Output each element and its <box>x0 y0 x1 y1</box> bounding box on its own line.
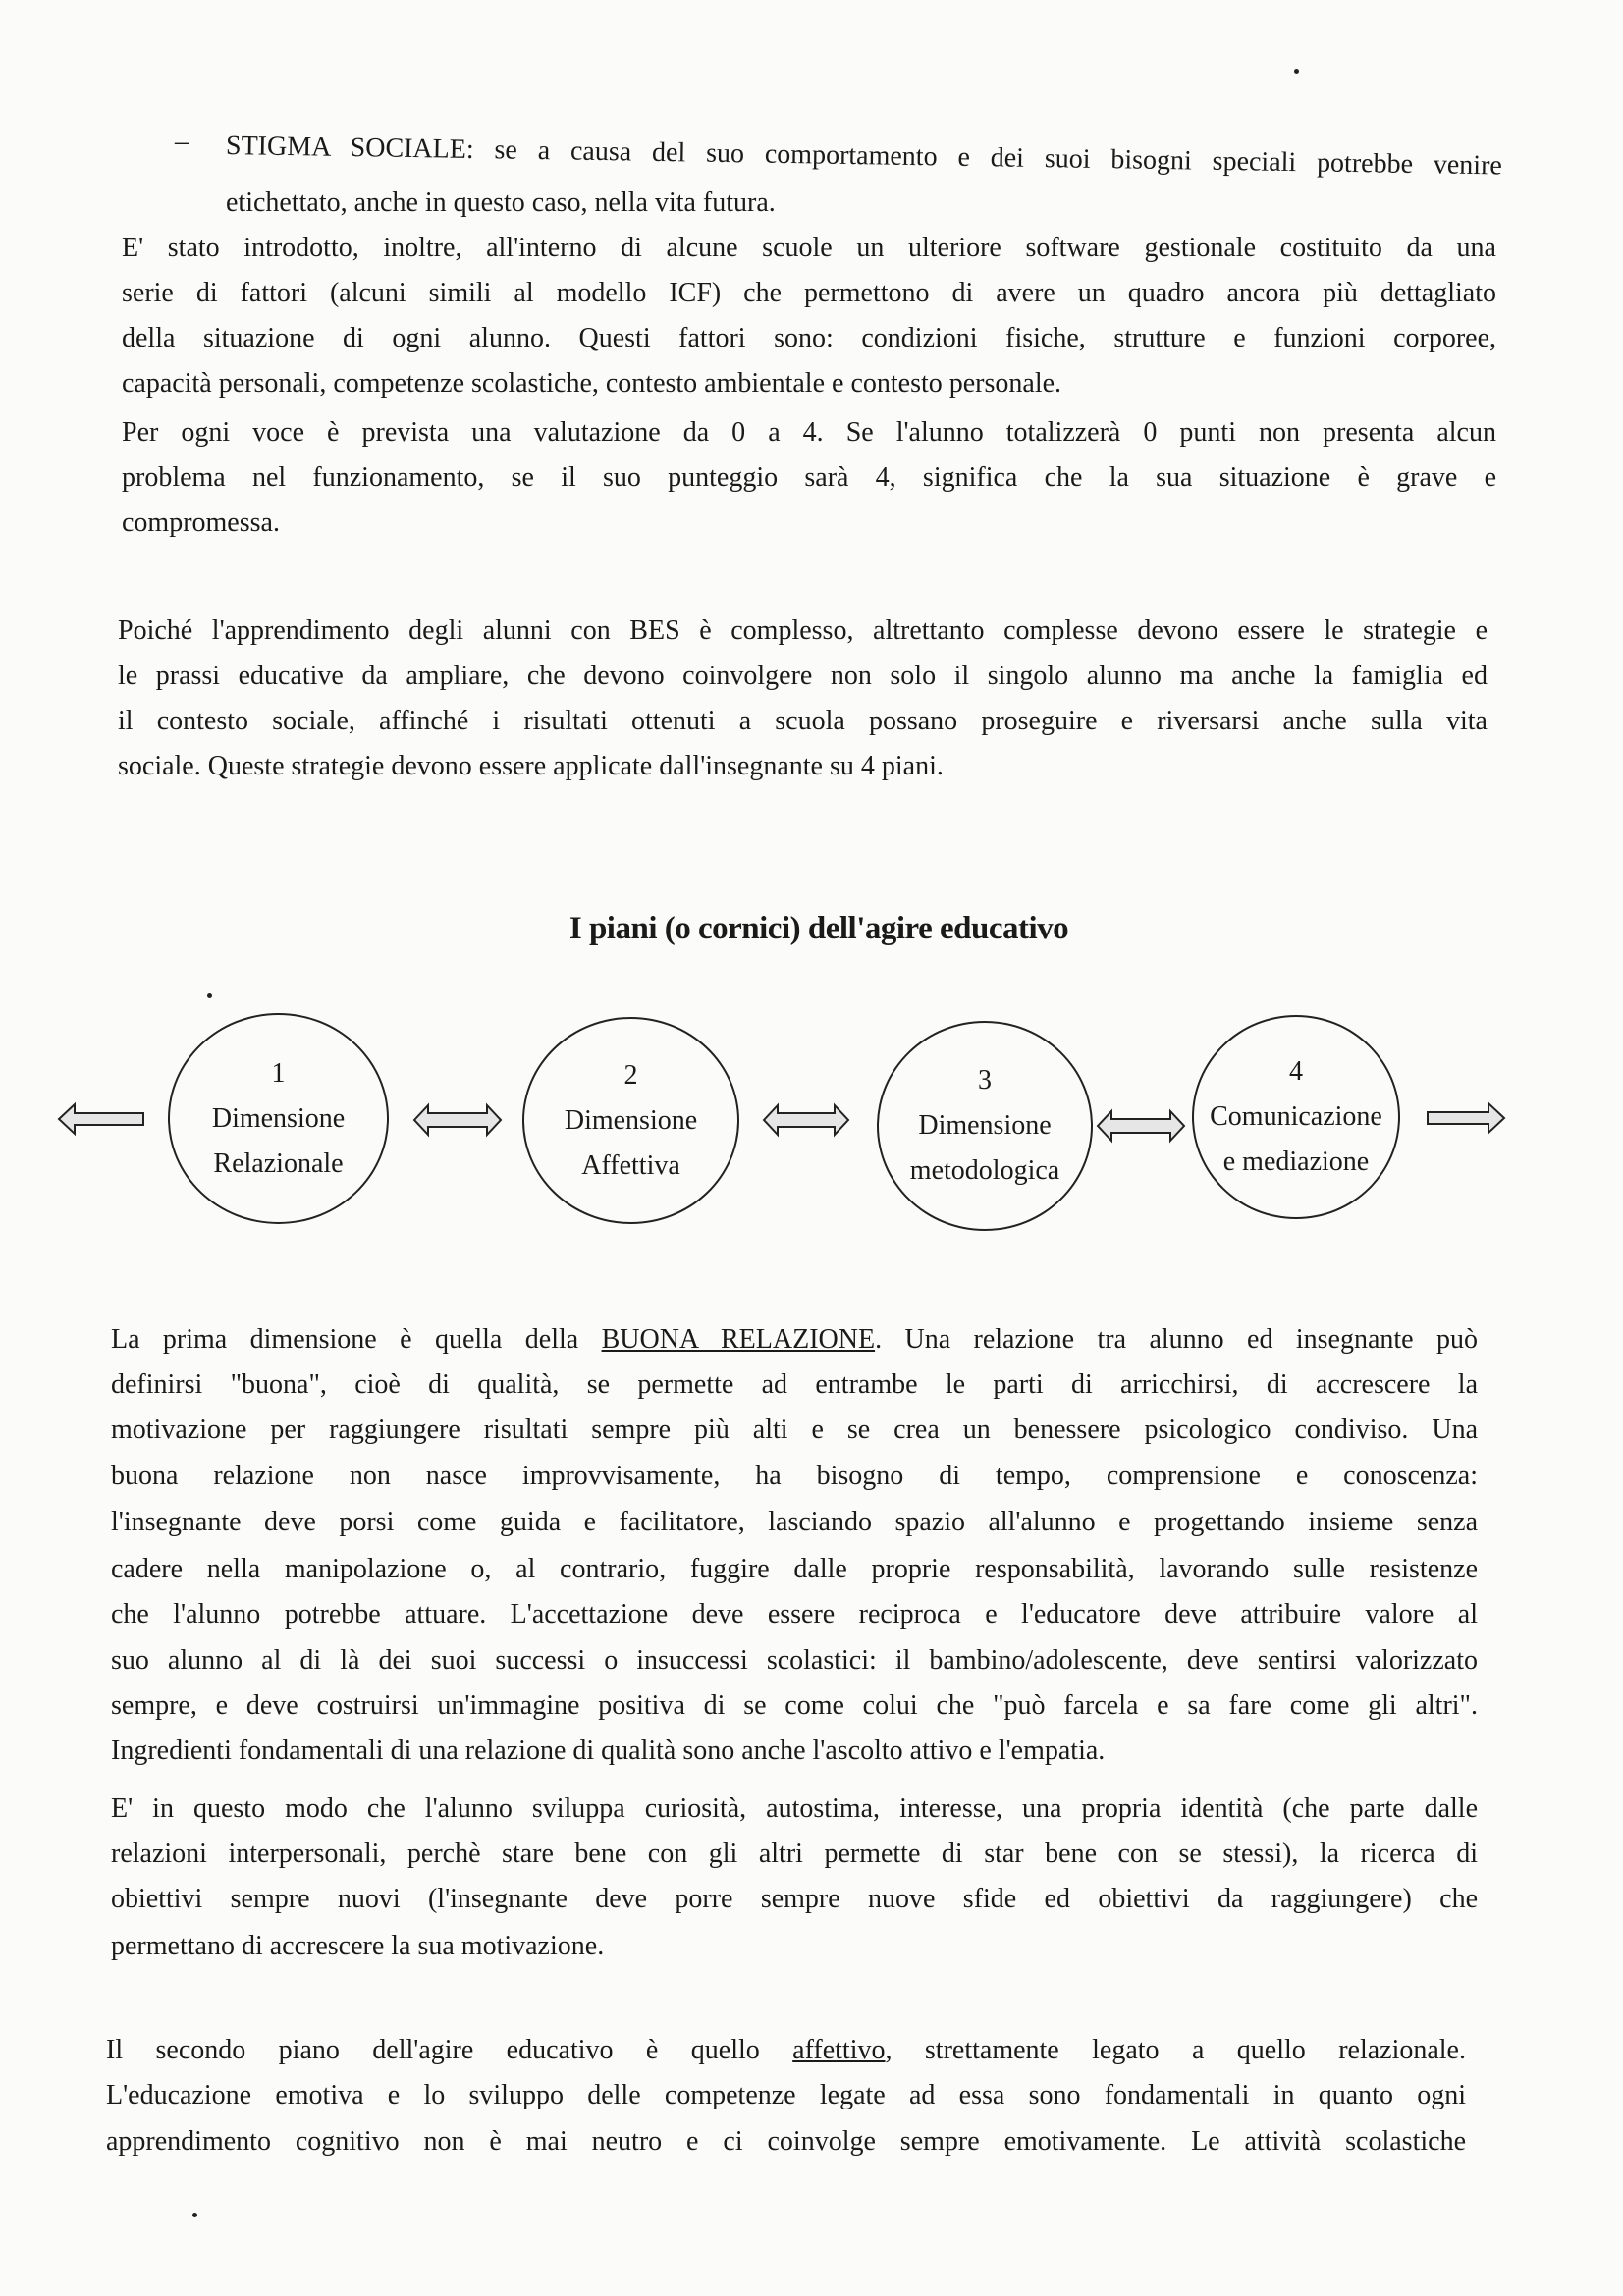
double-arrow-icon <box>412 1102 503 1138</box>
circle-number: 4 <box>1289 1056 1303 1087</box>
text-line: della situazione di ogni alunno. Questi fattori sono: condizioni fisiche, strutture e funzioni corporee, <box>122 323 1496 353</box>
circle-line2: Affettiva <box>581 1149 680 1181</box>
text-line: motivazione per raggiungere risultati sempre più alti e se crea un benessere psicologico condiviso. Una <box>111 1415 1478 1445</box>
dimension-circle <box>1192 1015 1400 1219</box>
circle-line1: Comunicazione <box>1210 1101 1382 1132</box>
double-arrow-icon <box>762 1102 850 1138</box>
text-span: , strettamente legato a quello relazionale. <box>885 2035 1466 2065</box>
list-item-line: etichettato, anche in questo caso, nella vita futura. <box>226 187 776 218</box>
text-span: La prima dimensione è quella della <box>111 1324 602 1355</box>
arrow-left-icon <box>57 1101 157 1137</box>
text-line: permettano di accrescere la sua motivazione. <box>111 1931 605 1961</box>
list-item-line <box>226 130 1502 183</box>
text-line: capacità personali, competenze scolastiche, contesto ambientale e contesto personale. <box>122 368 1062 399</box>
text-span: Il secondo piano dell'agire educativo è quello <box>106 2035 793 2065</box>
text-line: definirsi "buona", cioè di qualità, se permette ad entrambe le parti di arricchirsi, di accrescere la <box>111 1369 1478 1400</box>
text-line: E' stato introdotto, inoltre, all'interno di alcune scuole un ulteriore software gestionale costituito da una <box>122 233 1496 263</box>
text-line: sociale. Queste strategie devono essere applicate dall'insegnante su 4 piani. <box>118 751 944 781</box>
text-line: l'insegnante deve porsi come guida e facilitatore, lasciando spazio all'alunno e progettando insieme senza <box>111 1507 1478 1537</box>
dimension-circle <box>168 1013 389 1224</box>
dimension-circle <box>522 1017 739 1224</box>
diagram-title: I piani (o cornici) dell'agire educativo <box>568 911 1069 946</box>
circle-number: 3 <box>978 1065 992 1095</box>
text-line: che l'alunno potrebbe attuare. L'accettazione deve essere reciproca e l'educatore deve attribuire valore al <box>111 1599 1478 1629</box>
text-line: il contesto sociale, affinché i risultati ottenuti a scuola possano proseguire e riversarsi anche sulla vita <box>118 706 1488 736</box>
text-line: obiettivi sempre nuovi (l'insegnante deve porre sempre nuove sfide ed obiettivi da raggiungere) che <box>111 1884 1478 1914</box>
circle-line2: e mediazione <box>1222 1147 1370 1177</box>
circle-line1: Dimensione <box>211 1102 346 1134</box>
text-line: relazioni interpersonali, perchè stare bene con gli altri permette di star bene con se stessi), la ricerca di <box>111 1839 1478 1869</box>
list-item-text: se a causa del suo comportamento e dei suoi bisogni speciali potrebbe venire <box>473 133 1503 182</box>
text-line: apprendimento cognitivo non è mai neutro e ci coinvolge sempre emotivamente. Le attività scolastiche <box>106 2126 1466 2157</box>
text-line: sempre, e deve costruirsi un'immagine positiva di se come colui che "può farcela e sa fare come gli altri". <box>111 1690 1478 1721</box>
text-line: E' in questo modo che l'alunno sviluppa curiosità, autostima, interesse, una propria identità (che parte dalle <box>111 1793 1478 1824</box>
text-line <box>106 2034 1466 2067</box>
circle-line1: Dimensione <box>918 1110 1052 1141</box>
underlined-term: affettivo <box>792 2035 886 2065</box>
text-line: cadere nella manipolazione o, al contrario, fuggire dalle proprie responsabilità, lavorando sulle resistenze <box>111 1554 1478 1584</box>
text-line: compromessa. <box>122 507 280 538</box>
text-line: Poiché l'apprendimento degli alunni con BES è complesso, altrettanto complesse devono essere le strategie e <box>118 615 1488 646</box>
circle-line2: metodologica <box>909 1155 1060 1186</box>
underlined-term: BUONA RELAZIONE <box>601 1324 876 1355</box>
text-line: Ingredienti fondamentali di una relazione di qualità sono anche l'ascolto attivo e l'empatia. <box>111 1735 1106 1766</box>
text-line: buona relazione non nasce improvvisamente, ha bisogno di tempo, comprensione e conoscenza: <box>111 1461 1478 1491</box>
text-line: Per ogni voce è prevista una valutazione da 0 a 4. Se l'alunno totalizzerà 0 punti non presenta alcun <box>122 417 1496 448</box>
circle-number: 1 <box>271 1057 286 1089</box>
list-item-term: STIGMA SOCIALE: <box>225 131 474 165</box>
circle-number: 2 <box>623 1059 638 1091</box>
text-line: suo alunno al di là dei suoi successi o insuccessi scolastici: il bambino/adolescente, deve sentirsi valorizzato <box>111 1645 1478 1676</box>
speck <box>192 2213 197 2217</box>
speck <box>207 993 212 998</box>
text-line: L'educazione emotiva e lo sviluppo delle competenze legate ad essa sono fondamentali in quanto ogni <box>106 2080 1466 2110</box>
text-line: problema nel funzionamento, se il suo punteggio sarà 4, significa che la sua situazione è grave e <box>122 462 1496 493</box>
double-arrow-icon <box>1096 1108 1186 1144</box>
circle-line2: Relazionale <box>213 1148 344 1179</box>
text-line: serie di fattori (alcuni simili al modello ICF) che permettono di avere un quadro ancora più dettagliato <box>122 278 1496 308</box>
arrow-right-icon <box>1414 1100 1506 1136</box>
text-span: . Una relazione tra alunno ed insegnante può <box>875 1324 1479 1355</box>
text-line <box>111 1323 1478 1357</box>
dimension-circle <box>877 1021 1093 1231</box>
text-line: le prassi educative da ampliare, che devono coinvolgere non solo il singolo alunno ma anche la famiglia ed <box>118 661 1488 691</box>
speck <box>1294 69 1299 74</box>
circle-line1: Dimensione <box>564 1104 698 1136</box>
list-bullet: – <box>175 127 189 157</box>
